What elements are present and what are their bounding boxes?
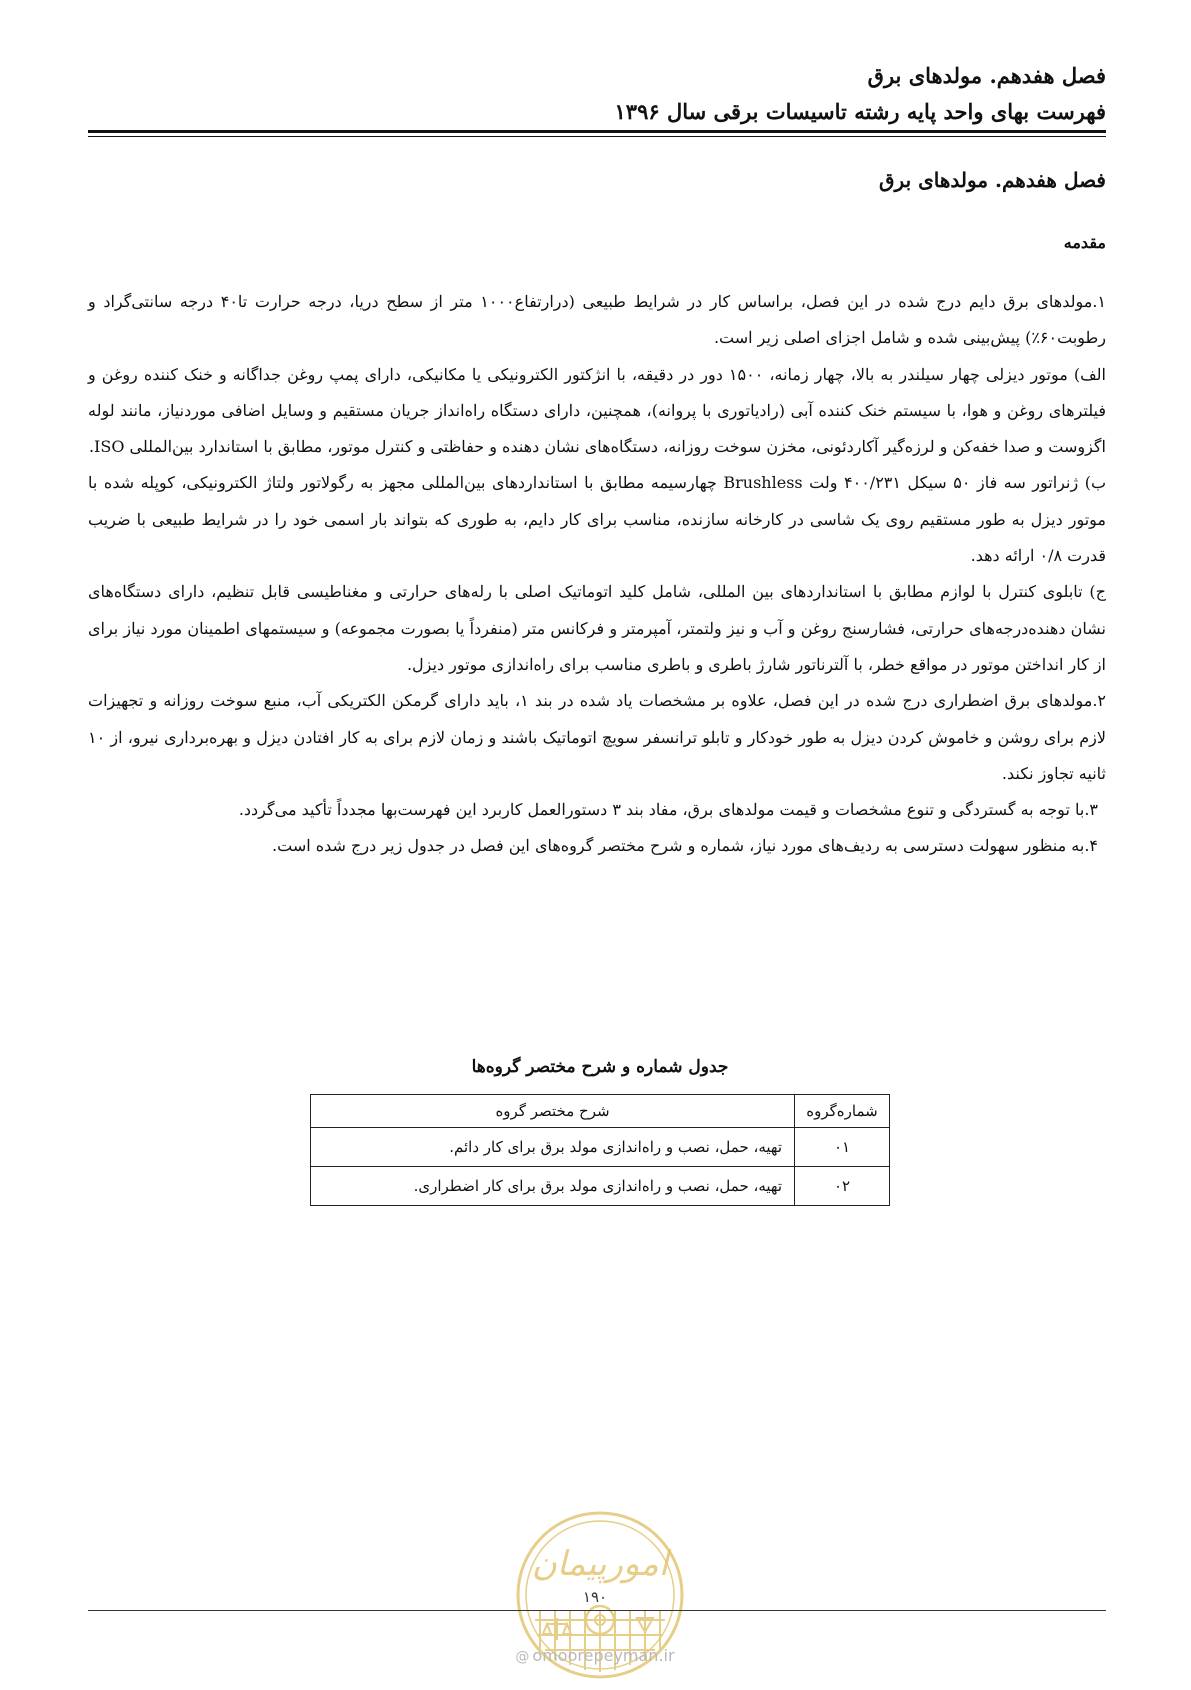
body-text: [88, 284, 1106, 865]
page-header: [88, 58, 1106, 130]
paragraph-1b: ب) ژنراتور سه فاز ۵۰ سیکل ۴۰۰/۲۳۱ ولت Brushless چهارسیمه مطابق با استانداردهای بین‌المللی مجهز به رگولاتور ولتاژ الکترونیکی، کوپله شده با موتور دیزل به طور مستقیم روی یک شاسی در کارخانه سازنده، مناسب برای کار دایم، به طوری که بتواند بار اسمی خود را در شرایط طبیعی با ضریب قدرت ۰/۸ ارائه دهد.: [88, 473, 1107, 566]
paragraph-1c: ج) تابلوی کنترل با لوازم مطابق با استانداردهای بین المللی، شامل کلید اتوماتیک اصلی با رله‌های حرارتی و مغناطیسی قابل تنظیم، دارای دستگاه‌های نشان دهنده‌درجه‌های حرارتی، فشارسنج روغن و آب و نیز ولتمتر، آمپرمتر و فرکانس متر (منفرداً یا بصورت مجموعه) و سیستمهای اطمینان مورد نیاز برای از کار انداختن موتور در مواقع خطر، با آلترناتور شارژ باطری و باطری مناسب برای راه‌اندازی موتور دیزل.: [88, 582, 1106, 674]
at-sign-icon: @: [515, 1649, 530, 1665]
page-number: ۱۹۰: [582, 1588, 608, 1606]
table-title: جدول شماره و شرح مختصر گروه‌ها: [471, 1057, 729, 1077]
section-heading-introduction: مقدمه: [1063, 233, 1106, 252]
header-group-description: شرح مختصر گروه: [311, 1095, 795, 1128]
group-number-cell: ۰۲: [795, 1167, 890, 1206]
table-header-row: [311, 1095, 890, 1128]
paragraph-1a: الف) موتور دیزلی چهار سیلندر به بالا، چهار زمانه، ۱۵۰۰ دور در دقیقه، با انژکتور الکترونیکی یا مکانیکی، دارای پمپ روغن جداگانه و خنک کننده روغن و فیلترهای روغن و هوا، با سیستم خنک کننده آبی (رادیاتوری با پروانه)، همچنین، دارای دستگاه راه‌انداز جریان مستقیم و وسایل اضافی موردنیاز، مانند لوله اگزوست و صدا خفه‌کن و لرزه‌گیر آکاردئونی، مخزن سوخت روزانه، دستگاه‌های نشان دهنده و حفاظتی و کنترل موتور، مطابق با استاندارد بین‌المللی ISO.: [88, 364, 1107, 457]
paragraph-1: ۱.مولدهای برق دایم درج شده در این فصل، براساس کار در شرایط طبیعی (درارتفاع۱۰۰۰ متر از سطح دریا، درجه حرارت تا۴۰ درجه سانتی‌گراد و رطوبت۶۰٪) پیش‌بینی شده و شامل اجزای اصلی زیر است.: [88, 292, 1107, 348]
footer-rule: [88, 1610, 1106, 1611]
groups-table: [310, 1094, 890, 1206]
paragraph-4: ۴.به منظور سهولت دسترسی به ردیف‌های مورد نیاز، شماره و شرح مختصر گروه‌های این فصل در جدول زیر درج شده است.: [272, 836, 1098, 856]
group-description-cell: تهیه، حمل، نصب و راه‌اندازی مولد برق برای کار دائم.: [311, 1128, 795, 1167]
group-number-cell: ۰۱: [795, 1128, 890, 1167]
header-group-number: شماره‌گروه: [795, 1095, 890, 1128]
group-description-cell: تهیه، حمل، نصب و راه‌اندازی مولد برق برای کار اضطراری.: [311, 1167, 795, 1206]
paragraph-2: ۲.مولدهای برق اضطراری درج شده در این فصل، علاوه بر مشخصات یاد شده در بند ۱، باید دارای گرمکن الکتریکی آب، منبع سوخت روزانه و تجهیزات لازم برای روشن و خاموش کردن دیزل به طور خودکار و تابلو ترانسفر سویچ اتوماتیک باشند و زمان لازم برای به کار افتادن دیزل و بهره‌برداری نیرو، از ۱۰ ثانیه تجاوز نکند.: [88, 691, 1107, 783]
table-row: [311, 1128, 890, 1167]
website-url: omoorepeyman.ir: [532, 1646, 675, 1665]
chapter-title: فصل هفدهم. مولدهای برق: [879, 168, 1106, 192]
paragraph-3: ۳.با توجه به گستردگی و تنوع مشخصات و قیمت مولدهای برق، مفاد بند ۳ دستورالعمل کاربرد این فهرست‌بها مجدداً تأکید می‌گردد.: [238, 800, 1098, 820]
header-chapter: فصل هفدهم. مولدهای برق: [867, 63, 1106, 88]
header-book-title: فهرست بهای واحد پایه رشته تاسیسات برقی سال ۱۳۹۶: [614, 99, 1106, 124]
header-rule-thick: [88, 130, 1106, 133]
header-rule-thin: [88, 136, 1106, 137]
table-row: [311, 1167, 890, 1206]
footer-website: [475, 1646, 715, 1665]
seal-text: امورپیمان: [531, 1544, 669, 1584]
